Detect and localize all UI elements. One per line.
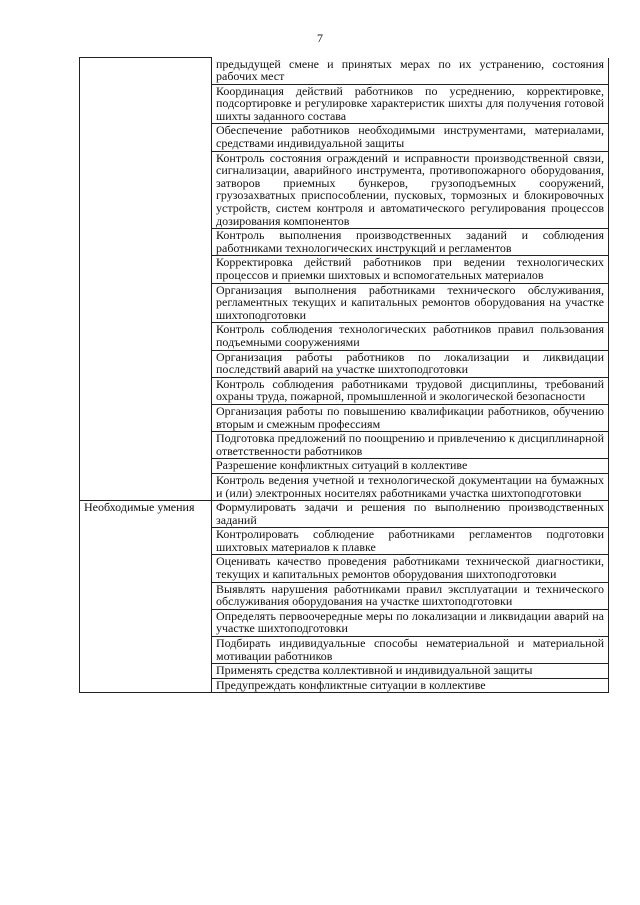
table-cell-item: Оценивать качество проведения работниками технической диагностики, текущих и капитальных ремонтов оборудования шихтоподготовки xyxy=(212,555,609,582)
table-cell-item: Контроль соблюдения технологических работников правил пользования подъемными сооружениями xyxy=(212,323,609,350)
table-cell-item: Выявлять нарушения работниками правил эксплуатации и технического обслуживания оборудования на участке шихтоподготовки xyxy=(212,582,609,609)
requirements-table xyxy=(79,57,609,693)
table-cell-item: Предупреждать конфликтные ситуации в коллективе xyxy=(212,678,609,693)
table-cell-item: Организация работы по повышению квалификации работников, обучению вторым и смежным профессиям xyxy=(212,404,609,431)
table-cell-item: Координация действий работников по усреднению, корректировке, подсортировке и регулировке характеристик шихты для получения готовой шихты заданного состава xyxy=(212,84,609,124)
table-cell-item: Организация работы работников по локализации и ликвидации последствий аварий на участке шихтоподготовки xyxy=(212,350,609,377)
table-cell-item: Контроль выполнения производственных заданий и соблюдения работниками технологических инструкций и регламентов xyxy=(212,229,609,256)
table-cell-item: Контролировать соблюдение работниками регламентов подготовки шихтовых материалов к плавке xyxy=(212,528,609,555)
table-cell-item: Организация выполнения работниками технического обслуживания, регламентных текущих и капитальных ремонтов оборудования на участке шихтоподготовки xyxy=(212,283,609,323)
table-cell-item: Обеспечение работников необходимыми инструментами, материалами, средствами индивидуальной защиты xyxy=(212,124,609,151)
table-row xyxy=(80,501,609,528)
table-cell-item: Разрешение конфликтных ситуаций в коллективе xyxy=(212,459,609,474)
table-cell-item: Определять первоочередные меры по локализации и ликвидации аварий на участке шихтоподготовки xyxy=(212,609,609,636)
table-cell-item: Подготовка предложений по поощрению и привлечению к дисциплинарной ответственности работников xyxy=(212,432,609,459)
section-heading xyxy=(80,58,212,501)
table-cell-item: Контроль соблюдения работниками трудовой дисциплины, требований охраны труда, пожарной, промышленной и экологической безопасности xyxy=(212,377,609,404)
table-cell-item: предыдущей смене и принятых мерах по их устранению, состояния рабочих мест xyxy=(212,58,609,85)
table-cell-item: Контроль состояния ограждений и исправности производственной связи, сигнализации, аварийного инструмента, противопожарного оборудования, затворов приемных бункеров, грузоподъемных сооружений, грузозахватных приспособлении, пусковых, тормозных и блокировочных устройств, систем контроля и автоматического регулирования процессов дозирования компонентов xyxy=(212,151,609,229)
table-row xyxy=(80,58,609,85)
table-cell-item: Формулировать задачи и решения по выполнению производственных заданий xyxy=(212,501,609,528)
table-cell-item: Корректировка действий работников при ведении технологических процессов и приемки шихтовых и вспомогательных материалов xyxy=(212,256,609,283)
page-number: 7 xyxy=(317,31,323,45)
section-heading: Необходимые умения xyxy=(80,501,212,693)
table-cell-item: Применять средства коллективной и индивидуальной защиты xyxy=(212,664,609,679)
table-cell-item: Подбирать индивидуальные способы нематериальной и материальной мотивации работников xyxy=(212,637,609,664)
table-cell-item: Контроль ведения учетной и технологической документации на бумажных и (или) электронных носителях работниками участка шихтоподготовки xyxy=(212,473,609,500)
